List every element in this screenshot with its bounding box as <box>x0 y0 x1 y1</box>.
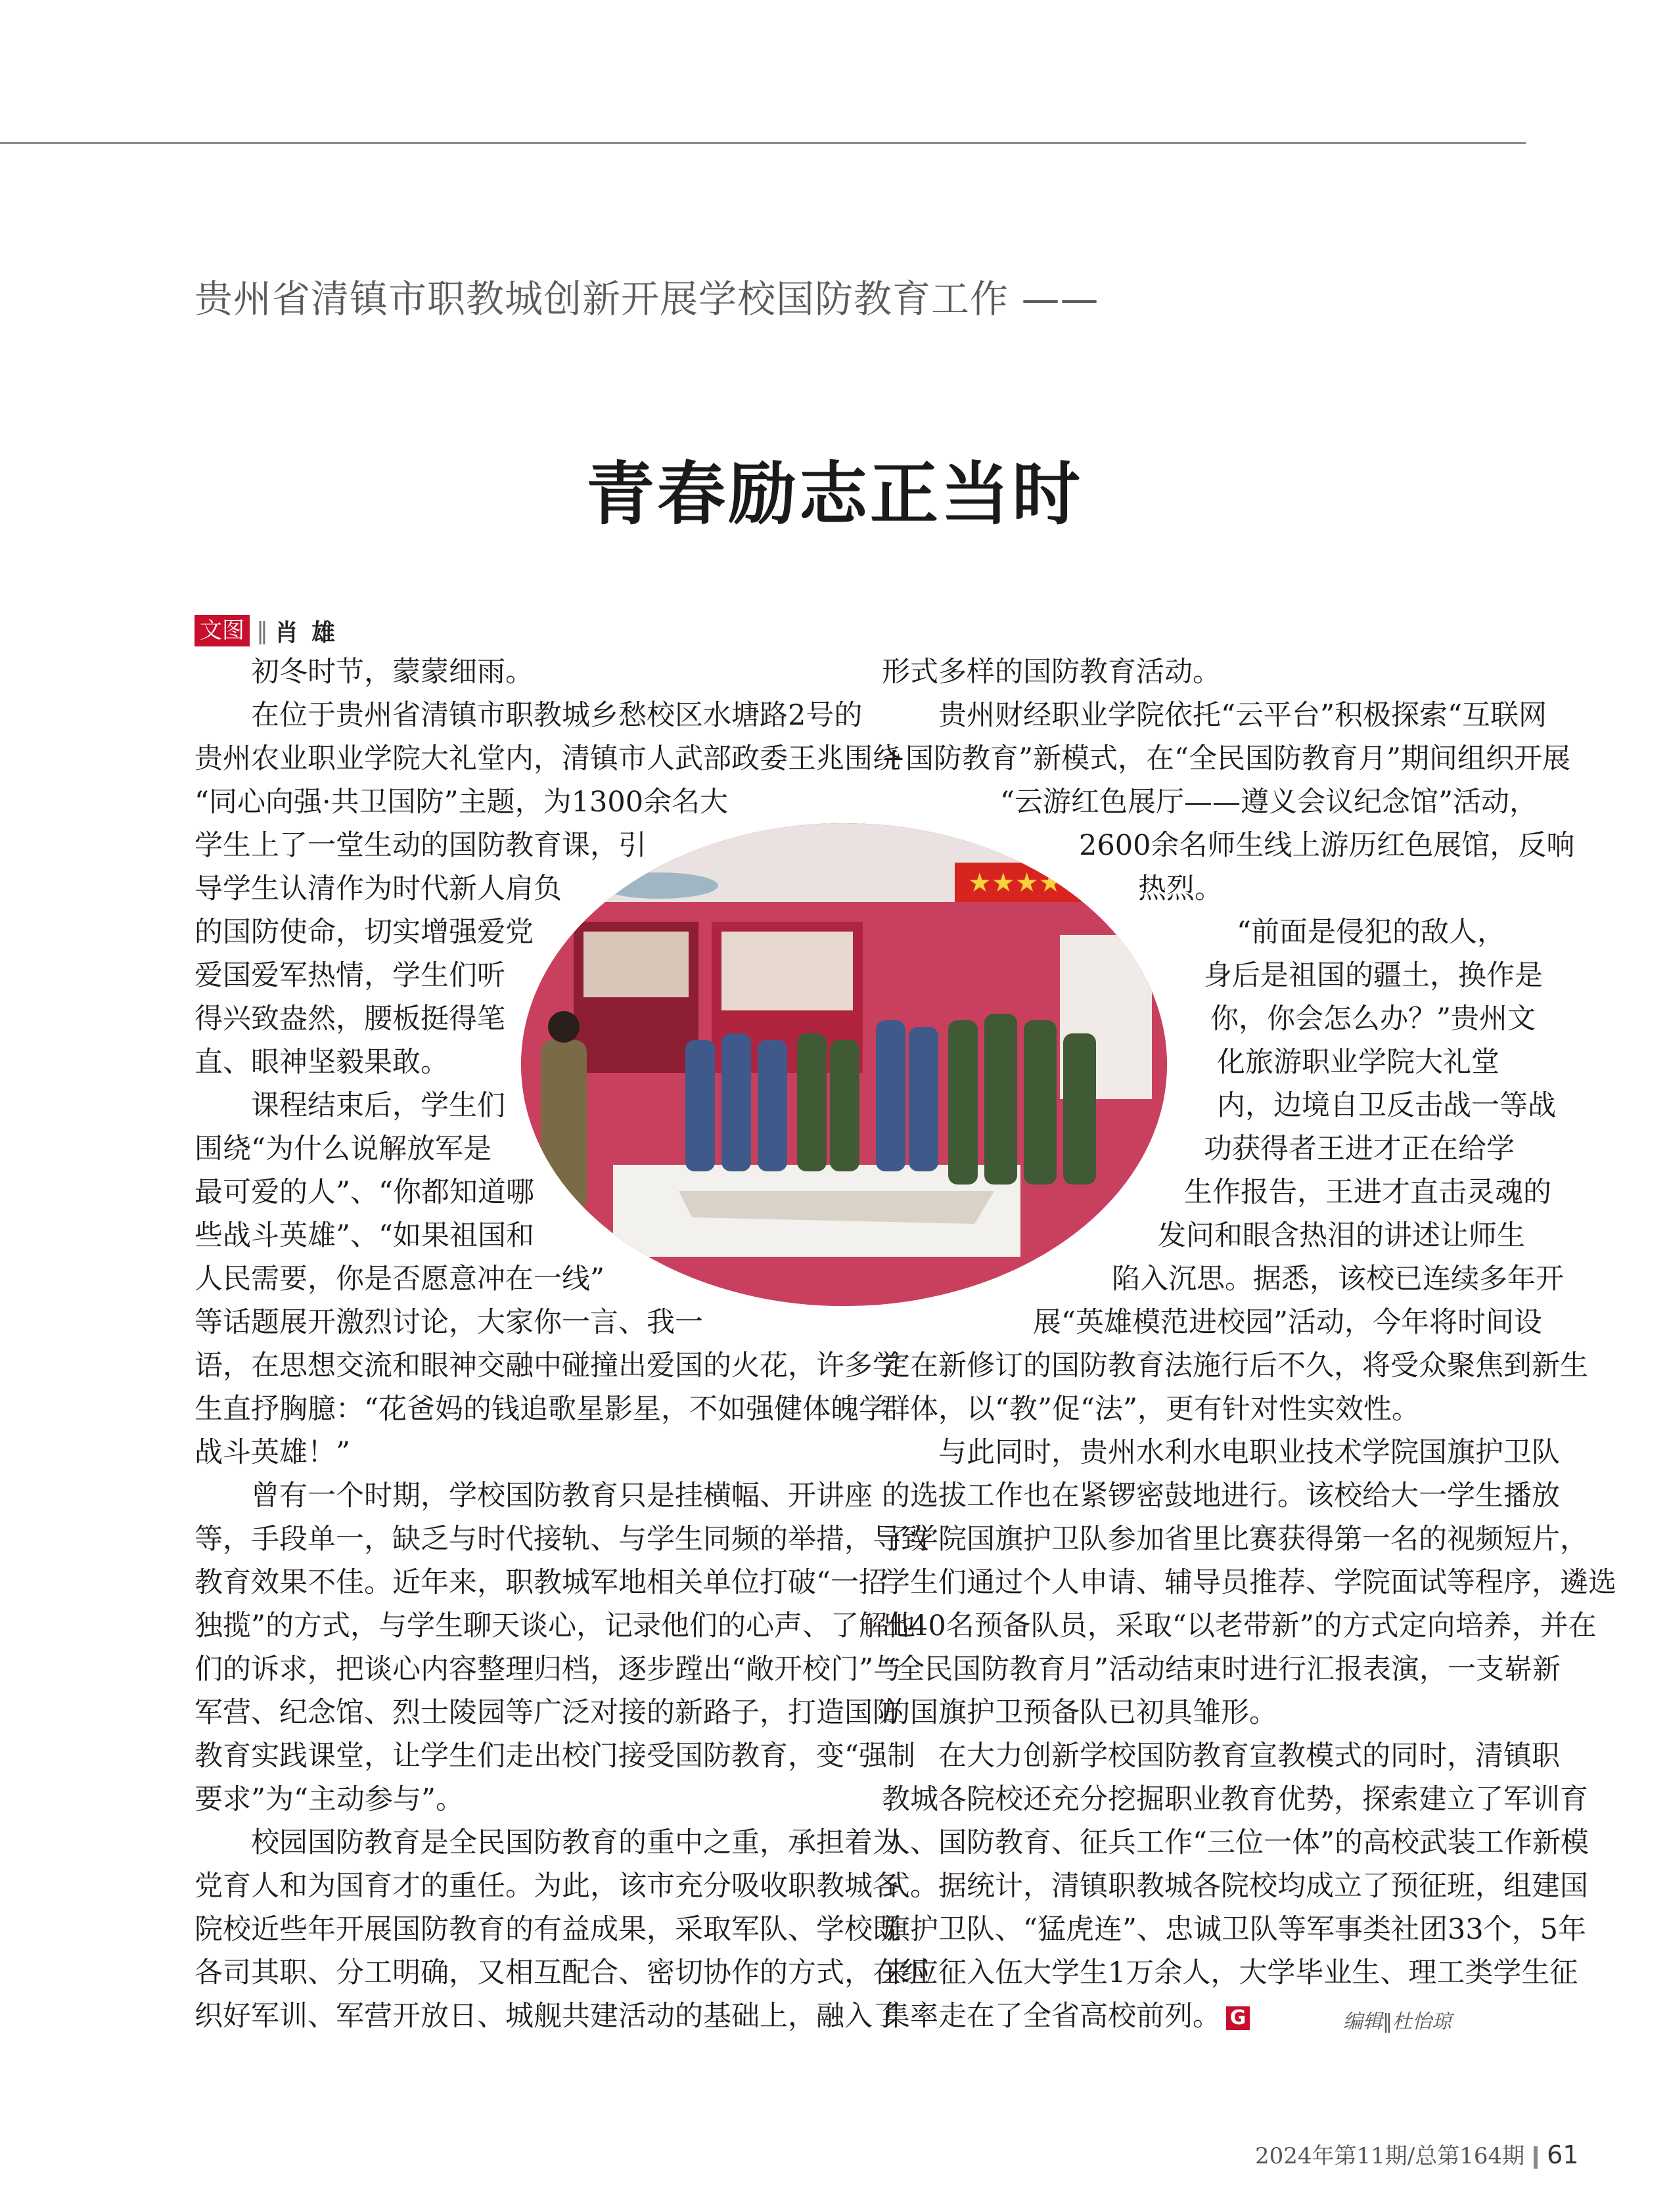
text-line-content: 得兴致盎然，腰板挺得笔 <box>194 1003 505 1035</box>
text-line-content: 爱国爱军热情，学生们听 <box>194 959 505 992</box>
text-line-content: 曾有一个时期，学校国防教育只是挂横幅、开讲座 <box>194 1479 873 1512</box>
text-line-content: “同心向强·共卫国防”主题，为1300余名大 <box>194 786 729 819</box>
text-line-content: 式。据统计，清镇职教城各院校均成立了预征班，组建国 <box>882 1870 1588 1903</box>
text-line-content: 们的诉求，把谈心内容整理归档，逐步蹚出“敞开校门”与 <box>194 1653 902 1686</box>
text-line <box>882 1691 1669 1734</box>
text-line-content: 生直抒胸臆：“花爸妈的钱追歌星影星，不如强健体魄学 <box>194 1393 887 1426</box>
top-rule <box>0 142 1526 144</box>
text-line-content: 要求”为“主动参与”。 <box>194 1783 464 1816</box>
text-line-content: 的国防使命，切实增强爱党 <box>194 916 534 949</box>
text-line <box>882 650 1669 694</box>
text-line <box>882 1561 1669 1604</box>
text-line <box>882 1995 1669 2038</box>
text-line-content: 最可爱的人”、“你都知道哪 <box>194 1176 534 1209</box>
text-line-content: 教城各院校还充分挖掘职业教育优势，探索建立了军训育 <box>882 1783 1588 1816</box>
text-line-content: +国防教育”新模式，在“全民国防教育月”期间组织开展 <box>882 742 1570 775</box>
text-line-content: 织好军训、军营开放日、城舰共建活动的基础上，融入了 <box>194 2000 901 2033</box>
text-line-content: “云游红色展厅——遵义会议纪念馆”活动， <box>1000 786 1538 819</box>
text-line-content: 出40名预备队员，采取“以老带新”的方式定向培养，并在 <box>882 1610 1597 1642</box>
byline-separator: ‖ <box>256 617 268 644</box>
text-line-content: 的国旗护卫预备队已初具雏形。 <box>882 1696 1277 1729</box>
text-line-content: 旗护卫队、“猛虎连”、忠诚卫队等军事类社团33个，5年 <box>882 1913 1587 1946</box>
text-line-content: 党育人和为国育才的重任。为此，该市充分吸收职教城各 <box>194 1870 901 1903</box>
text-line-content: 在大力创新学校国防教育宣教模式的同时，清镇职 <box>882 1740 1560 1772</box>
text-line-content: 人、国防教育、征兵工作“三位一体”的高校武装工作新模 <box>882 1826 1589 1859</box>
byline-tag: 文图 <box>194 615 250 646</box>
text-line-content: 功获得者王进才正在给学 <box>1204 1133 1515 1165</box>
text-line-content: 热烈。 <box>1138 872 1223 905</box>
text-line-content: 内，边境自卫反击战一等战 <box>1217 1089 1556 1122</box>
text-line-content: 教育效果不佳。近年来，职教城军地相关单位打破“一招 <box>194 1566 887 1599</box>
text-line-content: 等话题展开激烈讨论，大家你一言、我一 <box>194 1306 703 1339</box>
text-line-content: 军营、纪念馆、烈士陵园等广泛对接的新路子，打造国防 <box>194 1696 901 1729</box>
svg-text:★★★★★: ★★★★★ <box>968 868 1086 898</box>
issue-label: 2024年第11期/总第164期 <box>1255 2143 1525 2169</box>
text-line-content: 战斗英雄！” <box>194 1436 350 1469</box>
text-line <box>882 1518 1669 1561</box>
footer-divider <box>1534 2146 1538 2169</box>
text-line-content: 了学院国旗护卫队参加省里比赛获得第一名的视频短片， <box>882 1523 1588 1556</box>
author-name: 肖雄 <box>275 619 349 646</box>
text-line-content: 你，你会怎么办？”贵州文 <box>1210 1003 1536 1035</box>
text-line-content: 贵州财经职业学院依托“云平台”积极探索“互联网 <box>882 699 1547 732</box>
photo-illustration <box>521 823 1167 1306</box>
text-line <box>882 1388 1669 1431</box>
text-line-content: 等，手段单一，缺乏与时代接轨、与学生同频的举措，导致 <box>194 1523 929 1556</box>
text-line-content: 2600余名师生线上游历红色展馆，反响 <box>1079 829 1575 862</box>
text-line-content: “全民国防教育月”活动结束时进行汇报表演，一支崭新 <box>882 1653 1561 1686</box>
text-line <box>882 1474 1669 1518</box>
text-line <box>882 1431 1669 1474</box>
text-line-content: 围绕“为什么说解放军是 <box>194 1133 492 1165</box>
text-line-content: 化旅游职业学院大礼堂 <box>1217 1046 1499 1079</box>
text-line-content: 生作报告，王进才直击灵魂的 <box>1184 1176 1551 1209</box>
text-line-content: 初冬时节，蒙蒙细雨。 <box>194 656 534 688</box>
byline <box>194 614 348 647</box>
text-line-content: 直、眼神坚毅果敢。 <box>194 1046 449 1079</box>
text-line-content: 与此同时，贵州水利水电职业技术学院国旗护卫队 <box>882 1436 1560 1469</box>
article-title: 青春励志正当时 <box>585 454 1083 534</box>
text-line <box>882 1951 1669 1995</box>
text-line-content: 各司其职、分工明确，又相互配合、密切协作的方式，在组 <box>194 1956 929 1989</box>
article-kicker: 贵州省清镇市职教城创新开展学校国防教育工作 —— <box>194 277 1099 321</box>
text-line-content: 陷入沉思。据悉，该校已连续多年开 <box>1112 1263 1564 1296</box>
military-classroom-photo <box>521 823 1167 1306</box>
text-line <box>882 1908 1669 1951</box>
text-line-content: 导学生认清作为时代新人肩负 <box>194 872 562 905</box>
text-line-content: 教育实践课堂，让学生们走出校门接受国防教育，变“强制 <box>194 1740 915 1772</box>
text-line-content: 展“英雄模范进校园”活动，今年将时间设 <box>1033 1306 1542 1339</box>
text-line <box>882 694 1669 737</box>
text-line <box>882 780 1669 824</box>
text-line-content: 贵州农业职业学院大礼堂内，清镇市人武部政委王兆围绕 <box>194 742 901 775</box>
text-line-content: 集率走在了全省高校前列。 <box>882 2000 1221 2033</box>
text-line-content: 院校近些年开展国防教育的有益成果，采取军队、学校既 <box>194 1913 901 1946</box>
text-line <box>882 1604 1669 1648</box>
editor-credit: 编辑‖杜怡琼 <box>1343 2010 1452 2033</box>
text-line-content: “前面是侵犯的敌人， <box>1237 916 1505 949</box>
text-line-content: 课程结束后，学生们 <box>194 1089 505 1122</box>
text-line-content: 些战斗英雄”、“如果祖国和 <box>194 1219 534 1252</box>
text-line <box>882 1864 1669 1908</box>
text-line-content: 语，在思想交流和眼神交融中碰撞出爱国的火花，许多学 <box>194 1349 901 1382</box>
text-line-content: 的选拔工作也在紧锣密鼓地进行。该校给大一学生播放 <box>882 1479 1560 1512</box>
text-line <box>882 1344 1669 1388</box>
text-line-content: 校园国防教育是全民国防教育的重中之重，承担着为 <box>194 1826 901 1859</box>
text-line <box>882 1648 1669 1691</box>
text-line-content: 学生们通过个人申请、辅导员推荐、学院面试等程序，遴选 <box>882 1566 1616 1599</box>
end-mark-icon: G <box>1226 2006 1250 2030</box>
text-line-content: 形式多样的国防教育活动。 <box>882 656 1221 688</box>
text-line <box>882 1734 1669 1778</box>
page-number: 61 <box>1547 2140 1579 2169</box>
text-line <box>882 1821 1669 1864</box>
text-line-content: 群体，以“教”促“法”，更有针对性实效性。 <box>882 1393 1420 1426</box>
text-line-content: 身后是祖国的疆土，换作是 <box>1204 959 1543 992</box>
text-line <box>882 1778 1669 1821</box>
text-line-content: 来应征入伍大学生1万余人，大学毕业生、理工类学生征 <box>882 1956 1578 1989</box>
text-line <box>882 1301 1669 1344</box>
text-line-content: 发问和眼含热泪的讲述让师生 <box>1158 1219 1525 1252</box>
page-footer <box>1255 2138 1579 2170</box>
text-line-content: 独揽”的方式，与学生聊天谈心，记录他们的心声、了解他 <box>194 1610 915 1642</box>
text-line-content: 人民需要，你是否愿意冲在一线” <box>194 1263 605 1296</box>
text-line <box>882 737 1669 780</box>
text-line-content: 在位于贵州省清镇市职教城乡愁校区水塘路2号的 <box>194 699 863 732</box>
text-line-content: 定在新修订的国防教育法施行后不久，将受众聚焦到新生 <box>882 1349 1588 1382</box>
text-line-content: 学生上了一堂生动的国防教育课，引 <box>194 829 647 862</box>
